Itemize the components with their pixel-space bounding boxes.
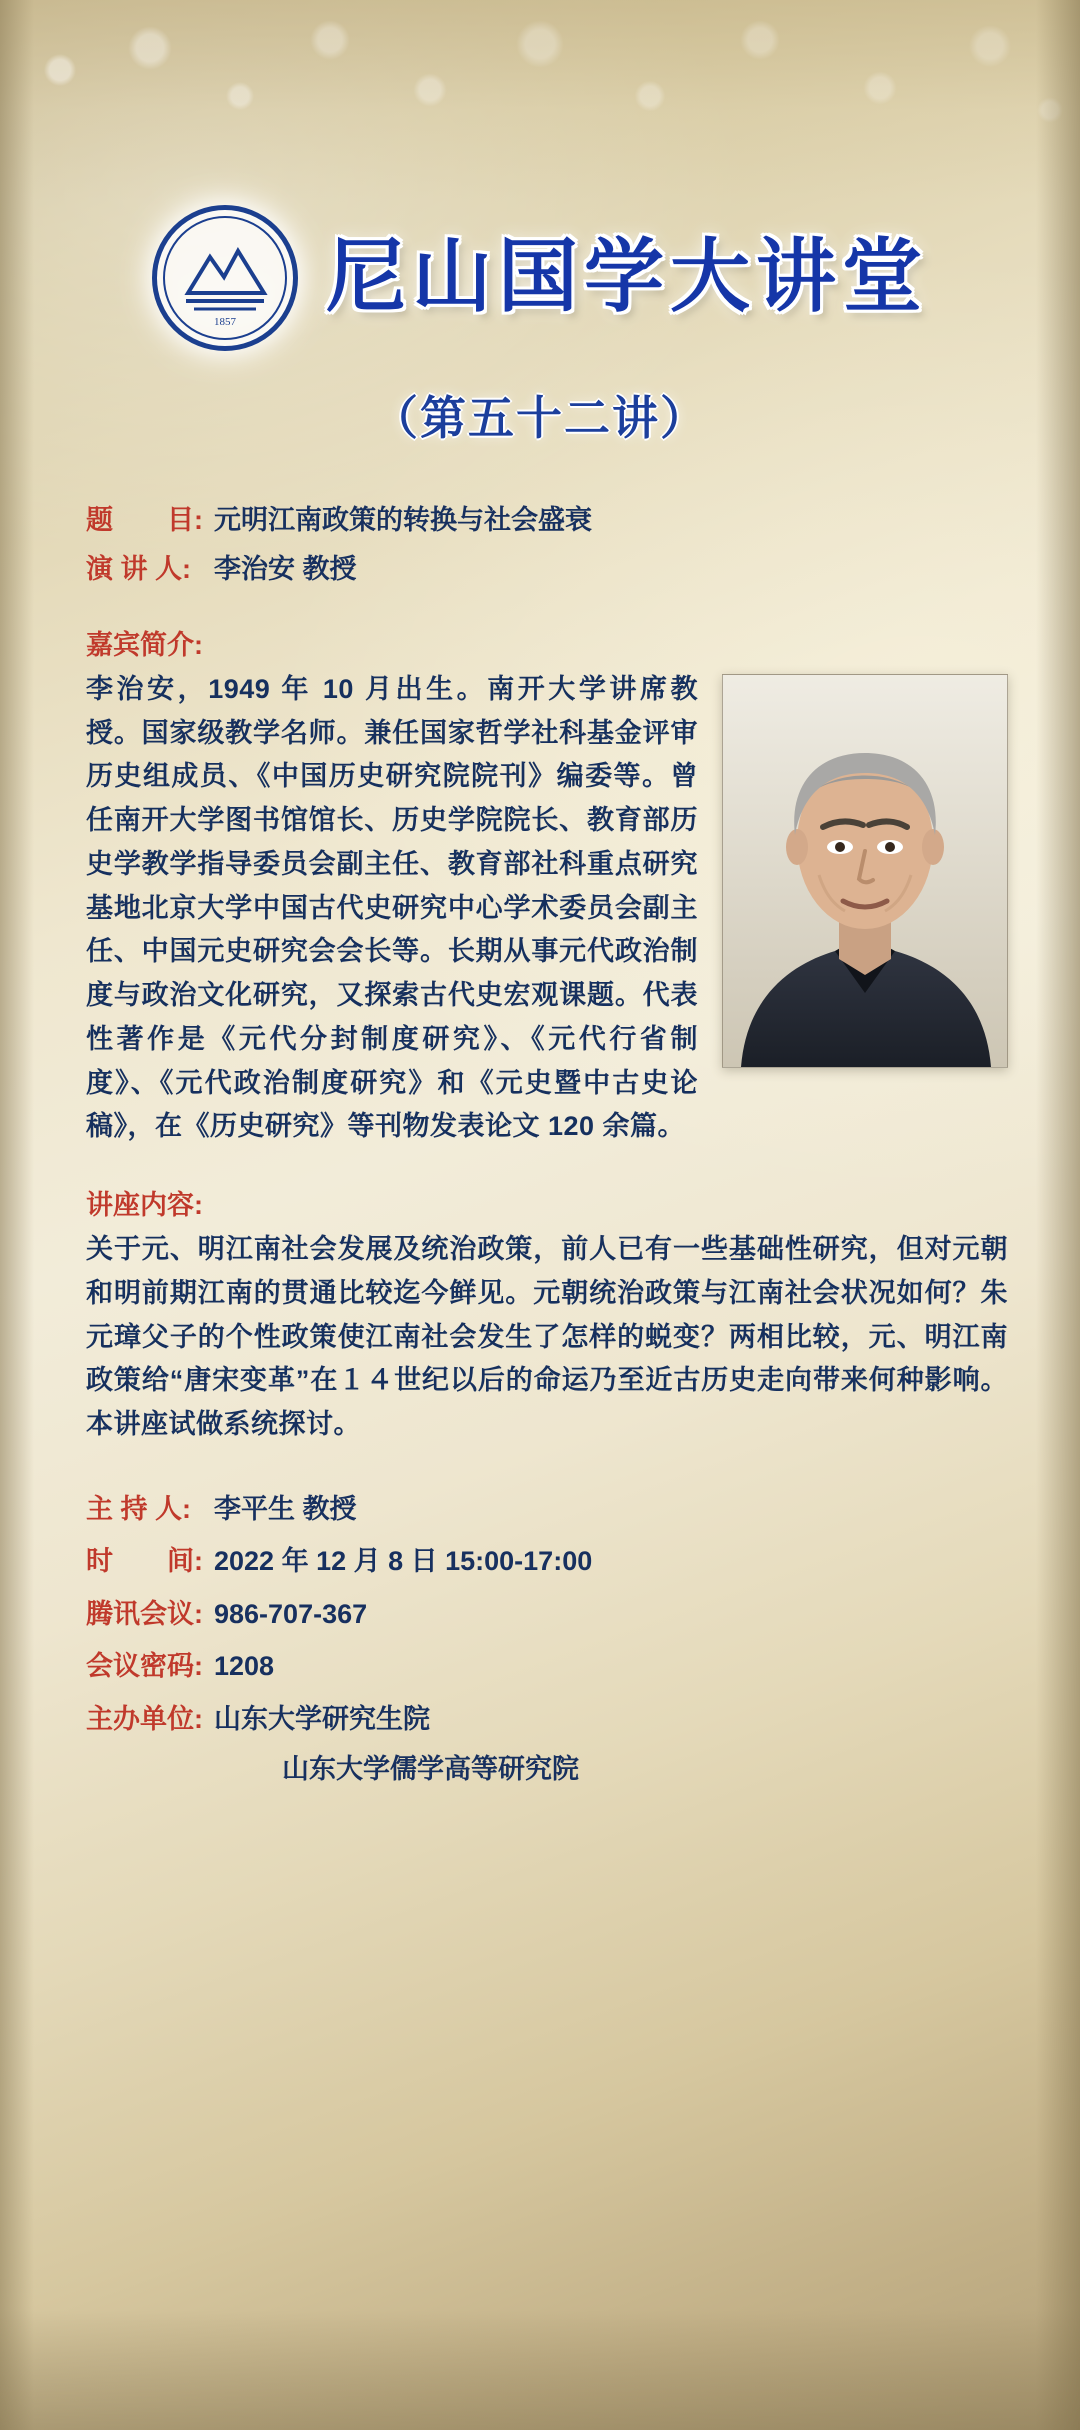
detail-row-meeting	[86, 1594, 1008, 1635]
decorative-bottom-edge	[0, 2310, 1080, 2430]
host-value: 李平生 教授	[214, 1493, 357, 1524]
nishan-logo	[152, 205, 298, 351]
organizer-value: 山东大学研究生院	[214, 1703, 430, 1734]
detail-row-organizer	[86, 1699, 1008, 1740]
lecture-number: （第五十二讲）	[372, 393, 708, 444]
decorative-right-edge	[1036, 0, 1080, 2430]
mountain-icon	[152, 205, 298, 351]
title-block	[326, 236, 928, 320]
content-text: 关于元、明江南社会发展及统治政策，前人已有一些基础性研究，但对元朝和明前期江南的贯通比较迄今鲜见。元朝统治政策与江南社会状况如何？朱元璋父子的个性政策使江南社会发生了怎样的蜕变？两相比较，元、明江南政策给“唐宋变革”在１４世纪以后的命运乃至近古历史走向带来何种影响。本讲座试做系统探讨。	[86, 1234, 1008, 1440]
time-label: 时 间:	[86, 1546, 203, 1577]
speaker-value: 李治安 教授	[214, 553, 357, 584]
password-label: 会议密码:	[86, 1651, 203, 1682]
organizer-label: 主办单位:	[86, 1703, 203, 1734]
decorative-left-edge	[0, 0, 34, 2430]
detail-row-password	[86, 1646, 1008, 1687]
portrait-illustration	[723, 675, 1007, 1067]
bio-section-label: 嘉宾简介:	[86, 630, 203, 660]
detail-row-host	[86, 1489, 1008, 1530]
page-title: 尼山国学大讲堂	[326, 234, 928, 322]
detail-row-time	[86, 1541, 1008, 1582]
svg-text:1857: 1857	[214, 316, 236, 328]
decorative-cloud-band	[0, 0, 1080, 200]
content-section-label: 讲座内容:	[86, 1190, 203, 1221]
topic-row	[86, 500, 1008, 541]
details-list	[86, 1489, 1008, 1787]
topic-value: 元明江南政策的转换与社会盛衰	[214, 505, 592, 535]
time-value: 2022 年 12 月 8 日 15:00-17:00	[214, 1546, 593, 1577]
speaker-row	[86, 549, 1008, 590]
password-value: 1208	[214, 1651, 275, 1682]
poster-header	[0, 205, 1080, 351]
speaker-portrait	[722, 674, 1008, 1068]
host-label: 主 持 人:	[86, 1493, 191, 1524]
poster-body	[86, 500, 1008, 1786]
topic-label: 题 目:	[86, 505, 203, 535]
organizer-second-line: 山东大学儒学高等研究院	[282, 1754, 579, 1785]
bio-text: 李治安，1949 年 10 月出生。南开大学讲席教授。国家级教学名师。兼任国家哲学社科基金评审历史组成员、《中国历史研究院院刊》编委等。曾任南开大学图书馆馆长、历史学院院长、教育部历史学教学指导委员会副主任、教育部社科重点研究基地北京大学中国古代史研究中心学术委员会副主任、中国元史研究会会长等。长期从事元代政治制度与政治文化研究，又探索古代史宏观课题。代表性著作是《元代分封制度研究》、《元代行省制度》、《元代政治制度研究》和《元史暨中古史论稿》，在《历史研究》等刊物发表论文 120 余篇。	[86, 674, 698, 1142]
bio-block	[86, 668, 1008, 1149]
speaker-label: 演 讲 人:	[86, 553, 191, 584]
meeting-label: 腾讯会议:	[86, 1598, 203, 1629]
meeting-value: 986-707-367	[214, 1598, 368, 1629]
